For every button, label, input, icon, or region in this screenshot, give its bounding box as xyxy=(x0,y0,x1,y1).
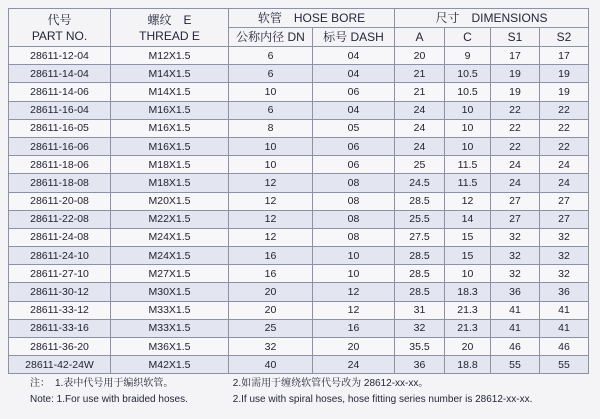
c-cell: 10 xyxy=(445,119,491,137)
s2-cell: 22 xyxy=(540,137,589,155)
dash-cell: 06 xyxy=(313,83,395,101)
dash-cell: 10 xyxy=(313,247,395,265)
s2-cell: 24 xyxy=(540,174,589,192)
c-cell: 18.3 xyxy=(445,283,491,301)
a-cell: 25 xyxy=(395,156,445,174)
s2-cell: 55 xyxy=(540,356,589,374)
table-row xyxy=(9,228,589,246)
s2-cell: 32 xyxy=(540,265,589,283)
part-number-cell: 28611-14-06 xyxy=(9,83,111,101)
table-row xyxy=(9,283,589,301)
table-row xyxy=(9,210,589,228)
a-cell: 24 xyxy=(395,137,445,155)
s2-cell: 32 xyxy=(540,228,589,246)
note-cn-1: 注： 1.表中代号用于编织软管。 xyxy=(30,378,174,389)
part-number-header-cn: 代号 xyxy=(47,12,72,27)
thread-cell: M24X1.5 xyxy=(111,247,229,265)
dash-cell: 08 xyxy=(313,174,395,192)
dash-cell: 04 xyxy=(313,47,395,65)
table-row xyxy=(9,265,589,283)
part-number-cell: 28611-12-04 xyxy=(9,47,111,65)
dash-cell: 12 xyxy=(313,301,395,319)
dn-cell: 12 xyxy=(229,210,313,228)
part-number-header-en: PART NO. xyxy=(31,28,88,43)
a-cell: 28.5 xyxy=(395,265,445,283)
dn-cell: 20 xyxy=(229,301,313,319)
table-row xyxy=(9,137,589,155)
s1-cell: 22 xyxy=(491,137,540,155)
part-number-header xyxy=(9,9,111,47)
part-number-cell: 28611-24-10 xyxy=(9,247,111,265)
c-cell: 20 xyxy=(445,338,491,356)
table-row xyxy=(9,47,589,65)
thread-cell: M27X1.5 xyxy=(111,265,229,283)
a-cell: 35.5 xyxy=(395,338,445,356)
a-cell: 28.5 xyxy=(395,247,445,265)
part-number-cell: 28611-16-06 xyxy=(9,137,111,155)
s1-cell: 19 xyxy=(491,65,540,83)
dash-cell: 04 xyxy=(313,101,395,119)
a-cell: 25.5 xyxy=(395,210,445,228)
s1-cell: 55 xyxy=(491,356,540,374)
part-number-cell: 28611-36-20 xyxy=(9,338,111,356)
dash-cell: 08 xyxy=(313,228,395,246)
a-cell: 20 xyxy=(395,47,445,65)
table-row xyxy=(9,119,589,137)
thread-cell: M22X1.5 xyxy=(111,210,229,228)
table-header xyxy=(9,9,589,47)
c-cell: 9 xyxy=(445,47,491,65)
c-cell: 10 xyxy=(445,265,491,283)
part-number-cell: 28611-27-10 xyxy=(9,265,111,283)
c-cell: 11.5 xyxy=(445,156,491,174)
part-number-cell: 28611-22-08 xyxy=(9,210,111,228)
dn-cell: 20 xyxy=(229,283,313,301)
s2-cell: 22 xyxy=(540,119,589,137)
part-number-cell: 28611-20-08 xyxy=(9,192,111,210)
part-number-cell: 28611-33-16 xyxy=(9,319,111,337)
a-cell: 21 xyxy=(395,83,445,101)
s1-cell: 32 xyxy=(491,228,540,246)
s1-cell: 24 xyxy=(491,156,540,174)
c-header: C xyxy=(445,28,491,47)
part-number-cell: 28611-14-04 xyxy=(9,65,111,83)
s1-cell: 41 xyxy=(491,301,540,319)
a-cell: 27.5 xyxy=(395,228,445,246)
dn-cell: 32 xyxy=(229,338,313,356)
s2-cell: 27 xyxy=(540,192,589,210)
s1-cell: 19 xyxy=(491,83,540,101)
s2-cell: 22 xyxy=(540,101,589,119)
a-cell: 31 xyxy=(395,301,445,319)
table-row xyxy=(9,156,589,174)
dn-cell: 16 xyxy=(229,247,313,265)
thread-header xyxy=(111,9,229,47)
s1-cell: 17 xyxy=(491,47,540,65)
thread-cell: M33X1.5 xyxy=(111,301,229,319)
thread-cell: M20X1.5 xyxy=(111,192,229,210)
thread-header-en: THREAD E xyxy=(139,28,200,43)
note-cn-2: 2.如需用于缠绕软管代号改为 28612-xx-xx。 xyxy=(232,378,429,389)
s2-cell: 19 xyxy=(540,83,589,101)
a-cell: 36 xyxy=(395,356,445,374)
dn-cell: 6 xyxy=(229,65,313,83)
a-cell: 24 xyxy=(395,101,445,119)
s2-cell: 32 xyxy=(540,247,589,265)
c-cell: 10 xyxy=(445,137,491,155)
c-cell: 10.5 xyxy=(445,65,491,83)
s1-cell: 46 xyxy=(491,338,540,356)
s1-cell: 36 xyxy=(491,283,540,301)
note-en-2: 2.If use with spiral hoses, hose fitting series number is 28612-xx-xx. xyxy=(232,394,533,405)
thread-cell: M16X1.5 xyxy=(111,137,229,155)
thread-cell: M16X1.5 xyxy=(111,119,229,137)
dash-cell: 20 xyxy=(313,338,395,356)
a-cell: 24 xyxy=(395,119,445,137)
part-number-cell: 28611-16-05 xyxy=(9,119,111,137)
dash-header: 标号 DASH xyxy=(313,28,395,47)
thread-cell: M14X1.5 xyxy=(111,83,229,101)
s2-cell: 41 xyxy=(540,319,589,337)
dash-cell: 08 xyxy=(313,192,395,210)
table-row xyxy=(9,83,589,101)
c-cell: 18.8 xyxy=(445,356,491,374)
c-cell: 11.5 xyxy=(445,174,491,192)
dn-cell: 12 xyxy=(229,228,313,246)
dn-cell: 40 xyxy=(229,356,313,374)
dn-cell: 8 xyxy=(229,119,313,137)
thread-cell: M12X1.5 xyxy=(111,47,229,65)
s1-cell: 22 xyxy=(491,101,540,119)
dash-cell: 10 xyxy=(313,265,395,283)
s1-cell: 27 xyxy=(491,210,540,228)
c-cell: 21.3 xyxy=(445,301,491,319)
c-cell: 14 xyxy=(445,210,491,228)
s2-cell: 19 xyxy=(540,65,589,83)
thread-cell: M18X1.5 xyxy=(111,174,229,192)
thread-cell: M16X1.5 xyxy=(111,101,229,119)
a-cell: 32 xyxy=(395,319,445,337)
note-en-1: Note: 1.For use with braided hoses. xyxy=(30,394,188,405)
dn-header: 公称内径 DN xyxy=(229,28,313,47)
table-row xyxy=(9,319,589,337)
s1-cell: 27 xyxy=(491,192,540,210)
thread-header-cn: 螺纹 E xyxy=(147,12,192,27)
dn-cell: 12 xyxy=(229,192,313,210)
table-row xyxy=(9,247,589,265)
dash-cell: 06 xyxy=(313,137,395,155)
s2-header: S2 xyxy=(540,28,589,47)
thread-cell: M36X1.5 xyxy=(111,338,229,356)
table-body xyxy=(9,47,589,374)
dimensions-header: 尺寸 DIMENSIONS xyxy=(395,9,589,28)
s2-cell: 24 xyxy=(540,156,589,174)
part-number-cell: 28611-42-24W xyxy=(9,356,111,374)
notes-cn xyxy=(30,376,532,392)
s1-cell: 22 xyxy=(491,119,540,137)
s1-cell: 32 xyxy=(491,265,540,283)
table-row xyxy=(9,65,589,83)
s2-cell: 17 xyxy=(540,47,589,65)
dn-cell: 6 xyxy=(229,101,313,119)
thread-cell: M14X1.5 xyxy=(111,65,229,83)
dash-cell: 04 xyxy=(313,65,395,83)
s2-cell: 36 xyxy=(540,283,589,301)
s2-cell: 46 xyxy=(540,338,589,356)
notes-en xyxy=(30,392,532,408)
dimensions-table xyxy=(8,8,589,374)
thread-cell: M24X1.5 xyxy=(111,228,229,246)
part-number-cell: 28611-16-04 xyxy=(9,101,111,119)
s2-cell: 41 xyxy=(540,301,589,319)
dash-cell: 16 xyxy=(313,319,395,337)
s1-cell: 24 xyxy=(491,174,540,192)
a-header: A xyxy=(395,28,445,47)
table-row xyxy=(9,174,589,192)
c-cell: 15 xyxy=(445,247,491,265)
table-row xyxy=(9,192,589,210)
dash-cell: 24 xyxy=(313,356,395,374)
c-cell: 10.5 xyxy=(445,83,491,101)
table-row xyxy=(9,101,589,119)
table-row xyxy=(9,356,589,374)
a-cell: 21 xyxy=(395,65,445,83)
dash-cell: 12 xyxy=(313,283,395,301)
thread-cell: M42X1.5 xyxy=(111,356,229,374)
thread-cell: M30X1.5 xyxy=(111,283,229,301)
c-cell: 12 xyxy=(445,192,491,210)
dash-cell: 05 xyxy=(313,119,395,137)
s1-header: S1 xyxy=(491,28,540,47)
dash-cell: 06 xyxy=(313,156,395,174)
part-number-cell: 28611-30-12 xyxy=(9,283,111,301)
notes xyxy=(30,376,532,408)
a-cell: 24.5 xyxy=(395,174,445,192)
part-number-cell: 28611-33-12 xyxy=(9,301,111,319)
c-cell: 15 xyxy=(445,228,491,246)
thread-cell: M18X1.5 xyxy=(111,156,229,174)
a-cell: 28.5 xyxy=(395,192,445,210)
thread-cell: M33X1.5 xyxy=(111,319,229,337)
dn-cell: 10 xyxy=(229,137,313,155)
hose-bore-header: 软管 HOSE BORE xyxy=(229,9,395,28)
table-row xyxy=(9,301,589,319)
s2-cell: 27 xyxy=(540,210,589,228)
part-number-cell: 28611-18-06 xyxy=(9,156,111,174)
dn-cell: 12 xyxy=(229,174,313,192)
part-number-cell: 28611-24-08 xyxy=(9,228,111,246)
table-row xyxy=(9,338,589,356)
s1-cell: 32 xyxy=(491,247,540,265)
dn-cell: 25 xyxy=(229,319,313,337)
s1-cell: 41 xyxy=(491,319,540,337)
dn-cell: 6 xyxy=(229,47,313,65)
dn-cell: 16 xyxy=(229,265,313,283)
dn-cell: 10 xyxy=(229,83,313,101)
dn-cell: 10 xyxy=(229,156,313,174)
c-cell: 21.3 xyxy=(445,319,491,337)
dash-cell: 08 xyxy=(313,210,395,228)
part-number-cell: 28611-18-08 xyxy=(9,174,111,192)
c-cell: 10 xyxy=(445,101,491,119)
a-cell: 28.5 xyxy=(395,283,445,301)
